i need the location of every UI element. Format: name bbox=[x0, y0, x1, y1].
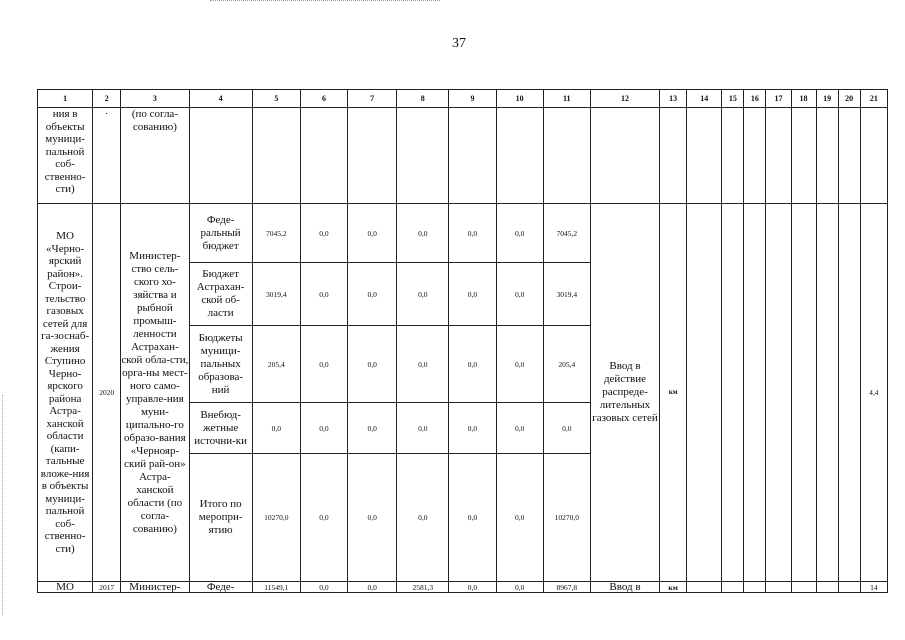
event-name-cell: ния в объекты муници-пальной соб-ственно-сти) bbox=[38, 108, 93, 204]
value-cell: 0,0 bbox=[496, 204, 543, 263]
funding-source-cell: Феде- bbox=[189, 582, 252, 593]
funding-source-cell: Феде-ральный бюджет bbox=[189, 204, 252, 263]
value-cell: 10270,0 bbox=[252, 454, 300, 582]
target-value-cell: 14 bbox=[860, 582, 887, 593]
value-cell: 8967,8 bbox=[543, 582, 590, 593]
period-cell: 2017 bbox=[93, 582, 121, 593]
value-cell: 3019,4 bbox=[543, 263, 590, 326]
event-name-cell: МО «Черно-ярский район». Строи-тельство газовых сетей для га-зоснаб-жения Ступино Черно-ярского района Астра-ханской области (капи-тальные вложе-ния в объекты муници-пальной соб-ственно-сти) bbox=[38, 204, 93, 582]
value-cell: 0,0 bbox=[449, 326, 496, 403]
empty-cell bbox=[590, 108, 659, 204]
header-cell: 15 bbox=[722, 90, 744, 108]
empty-cell bbox=[860, 108, 887, 204]
value-cell: 0,0 bbox=[252, 403, 300, 454]
event-name-cell: МО bbox=[38, 582, 93, 593]
empty-cell bbox=[766, 108, 791, 204]
executor-cell: Министер-ство сель-ского хо-зяйства и рыбной промыш-ленности Астрахан-ской обла-сти, орга-ны мест-ного само-управле-ния муни-ципально-го образо-вания «Чернояр-ский рай-он» Астра-ханской области (по согла-сованию) bbox=[121, 204, 189, 582]
result-indicator-cell: Ввод в bbox=[590, 582, 659, 593]
header-cell: 8 bbox=[397, 90, 449, 108]
header-cell: 18 bbox=[791, 90, 816, 108]
program-table bbox=[37, 89, 888, 593]
value-cell: 0,0 bbox=[496, 454, 543, 582]
value-cell: 0,0 bbox=[496, 263, 543, 326]
header-cell: 12 bbox=[590, 90, 659, 108]
empty-cell bbox=[791, 204, 816, 582]
executor-cell: Министер- bbox=[121, 582, 189, 593]
empty-cell bbox=[543, 108, 590, 204]
header-cell: 6 bbox=[300, 90, 347, 108]
value-cell: 0,0 bbox=[496, 326, 543, 403]
empty-cell bbox=[816, 204, 838, 582]
empty-cell bbox=[791, 582, 816, 593]
header-cell: 1 bbox=[38, 90, 93, 108]
period-cell: · bbox=[93, 108, 121, 204]
value-cell: 0,0 bbox=[496, 403, 543, 454]
empty-cell bbox=[838, 204, 860, 582]
header-cell: 19 bbox=[816, 90, 838, 108]
value-cell: 0,0 bbox=[348, 263, 397, 326]
header-cell: 20 bbox=[838, 90, 860, 108]
value-cell: 0,0 bbox=[397, 403, 449, 454]
value-cell: 0,0 bbox=[300, 454, 347, 582]
value-cell: 0,0 bbox=[300, 403, 347, 454]
value-cell: 0,0 bbox=[397, 263, 449, 326]
unit-cell: км bbox=[660, 582, 687, 593]
empty-cell bbox=[722, 108, 744, 204]
empty-cell bbox=[766, 582, 791, 593]
value-cell: 10270,0 bbox=[543, 454, 590, 582]
target-value-cell: 4,4 bbox=[860, 204, 887, 582]
empty-cell bbox=[687, 204, 722, 582]
value-cell: 0,0 bbox=[300, 204, 347, 263]
result-indicator-cell: Ввод в действие распреде-лительных газовых сетей bbox=[590, 204, 659, 582]
value-cell: 205,4 bbox=[252, 326, 300, 403]
empty-cell bbox=[687, 582, 722, 593]
header-cell: 14 bbox=[687, 90, 722, 108]
funding-source-cell: Итого по меропри-ятию bbox=[189, 454, 252, 582]
empty-cell bbox=[744, 582, 766, 593]
empty-cell bbox=[838, 582, 860, 593]
header-row bbox=[38, 90, 888, 108]
empty-cell bbox=[791, 108, 816, 204]
value-cell: 205,4 bbox=[543, 326, 590, 403]
empty-cell bbox=[816, 108, 838, 204]
header-cell: 13 bbox=[660, 90, 687, 108]
empty-cell bbox=[744, 108, 766, 204]
empty-cell bbox=[348, 108, 397, 204]
value-cell: 0,0 bbox=[348, 403, 397, 454]
empty-cell bbox=[687, 108, 722, 204]
value-cell: 0,0 bbox=[397, 454, 449, 582]
value-cell: 0,0 bbox=[449, 204, 496, 263]
empty-cell bbox=[744, 204, 766, 582]
value-cell: 3019,4 bbox=[252, 263, 300, 326]
value-cell: 7045,2 bbox=[543, 204, 590, 263]
value-cell: 2581,3 bbox=[397, 582, 449, 593]
value-cell: 0,0 bbox=[397, 326, 449, 403]
header-cell: 11 bbox=[543, 90, 590, 108]
value-cell: 0,0 bbox=[543, 403, 590, 454]
value-cell: 0,0 bbox=[449, 403, 496, 454]
executor-cell: (по согла-сованию) bbox=[121, 108, 189, 204]
empty-cell bbox=[722, 582, 744, 593]
empty-cell bbox=[496, 108, 543, 204]
header-cell: 9 bbox=[449, 90, 496, 108]
value-cell: 0,0 bbox=[300, 582, 347, 593]
scan-noise bbox=[210, 0, 440, 3]
value-cell: 0,0 bbox=[348, 582, 397, 593]
margin-dots bbox=[2, 395, 3, 615]
header-cell: 5 bbox=[252, 90, 300, 108]
empty-cell bbox=[722, 204, 744, 582]
funding-source-cell: Бюджеты муници-пальных образова-ний bbox=[189, 326, 252, 403]
value-cell: 0,0 bbox=[348, 454, 397, 582]
unit-cell: км bbox=[660, 204, 687, 582]
table-row bbox=[38, 108, 888, 204]
header-cell: 16 bbox=[744, 90, 766, 108]
header-cell: 2 bbox=[93, 90, 121, 108]
funding-source-cell: Внебюд-жетные источни-ки bbox=[189, 403, 252, 454]
value-cell: 0,0 bbox=[348, 326, 397, 403]
value-cell: 0,0 bbox=[449, 263, 496, 326]
empty-cell bbox=[838, 108, 860, 204]
header-cell: 21 bbox=[860, 90, 887, 108]
value-cell: 0,0 bbox=[300, 263, 347, 326]
header-cell: 10 bbox=[496, 90, 543, 108]
value-cell: 0,0 bbox=[300, 326, 347, 403]
empty-cell bbox=[397, 108, 449, 204]
table-row bbox=[38, 582, 888, 593]
value-cell: 7045,2 bbox=[252, 204, 300, 263]
value-cell: 0,0 bbox=[496, 582, 543, 593]
header-cell: 4 bbox=[189, 90, 252, 108]
header-cell: 7 bbox=[348, 90, 397, 108]
value-cell: 11549,1 bbox=[252, 582, 300, 593]
period-cell: 2020 bbox=[93, 204, 121, 582]
value-cell: 0,0 bbox=[449, 582, 496, 593]
header-cell: 3 bbox=[121, 90, 189, 108]
value-cell: 0,0 bbox=[348, 204, 397, 263]
empty-cell bbox=[816, 582, 838, 593]
empty-cell bbox=[300, 108, 347, 204]
value-cell: 0,0 bbox=[449, 454, 496, 582]
table-row bbox=[38, 204, 888, 263]
empty-cell bbox=[449, 108, 496, 204]
value-cell: 0,0 bbox=[397, 204, 449, 263]
header-cell: 17 bbox=[766, 90, 791, 108]
empty-cell bbox=[252, 108, 300, 204]
page-number: 37 bbox=[452, 36, 466, 51]
funding-source-cell: Бюджет Астрахан-ской об-ласти bbox=[189, 263, 252, 326]
empty-cell bbox=[189, 108, 252, 204]
empty-cell bbox=[660, 108, 687, 204]
empty-cell bbox=[766, 204, 791, 582]
